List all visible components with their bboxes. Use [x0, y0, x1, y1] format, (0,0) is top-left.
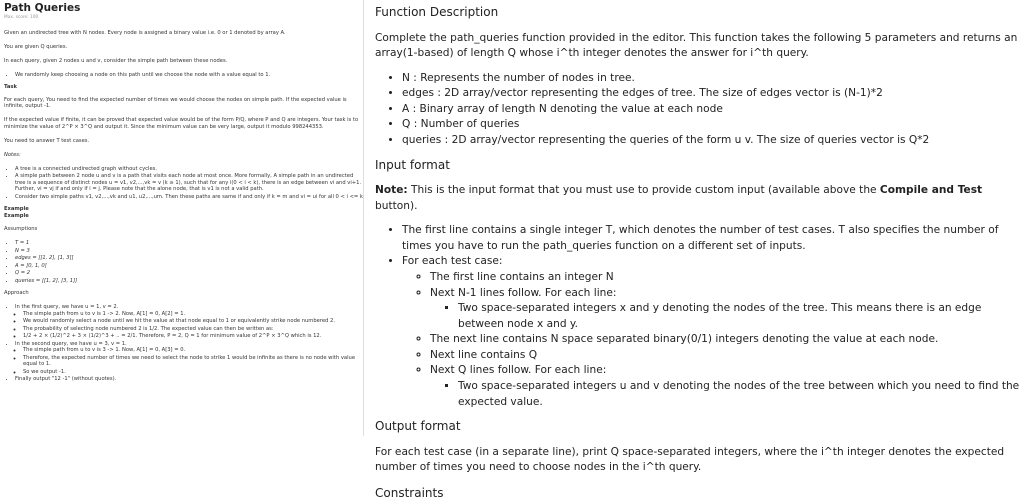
task-heading: Task [4, 84, 17, 91]
list-item: • Finally output "12 -1" (without quotes). [15, 376, 363, 383]
function-description-heading: Function Description [375, 5, 499, 19]
list-item [15, 304, 363, 340]
problem-statement-panel [0, 0, 364, 436]
list-item: ◦ The next line contains N space separated binary(0/1) integers denoting the value at each node. [430, 332, 1024, 348]
list-item: ◦ The first line contains an integer N [430, 270, 1024, 286]
edge-lines-sublist [430, 301, 1024, 332]
list-item: • A tree is a connected undirected graph without cycles. [15, 166, 363, 173]
list-item: • Q : Number of queries [402, 117, 1024, 133]
query-lines-sublist [430, 379, 1024, 410]
edge-lines-label: Next N-1 lines follow. For each line: [430, 286, 617, 299]
list-item: • N = 3 [15, 248, 363, 255]
list-item: ◦ The simple path from u to v is 1 -> 2. Now, A[1] = 0, A[2] = 1. [23, 311, 363, 318]
list-item: • Q = 2 [15, 270, 363, 277]
list-item: ◦ 1/2 + 2 × (1/2)^2 + 3 × (1/2)^3 + .. = 2/1. Therefore, P = 2, Q = 1 for minimum value of 2^P × 3^Q which is 12. [23, 333, 363, 340]
list-item: ◦ Next line contains Q [430, 348, 1024, 364]
input-format-note [375, 183, 1024, 214]
function-description-panel [364, 0, 1024, 500]
list-item: • A simple path between 2 node u and v is a path that visits each node at most once. More formally, A simple path in an undirected tree is a sequence of distinct nodes u = v1, v2,...,vk = v (k ≥ 1), such that for any i(0 < i < k), there is an edge between vi and vi+1. Further, vi = vj if and only if i = j. Please note that the alone node, that is v1 is not a valid path. [15, 173, 363, 193]
output-format-heading: Output format [375, 419, 461, 434]
example-heading: Example [4, 212, 29, 219]
function-description-text: Complete the path_queries function provided in the editor. This function takes the following 5 parameters and returns an array(1-based) of length Q whose i^th integer denotes the answer for i^th query. [375, 31, 1018, 60]
notes-label: Notes: [4, 151, 21, 158]
list-item: ◦ The probability of selecting node numbered 2 is 1/2. The expected value can then be written as: [23, 326, 363, 333]
statement-paragraph: Given an undirected tree with N nodes. Every node is assigned a binary value i.e. 0 or 1 denoted by array A. [4, 29, 286, 36]
test-case-sublist [402, 270, 1024, 410]
approach-sublist [15, 311, 363, 340]
list-item: • queries : 2D array/vector representing the queries of the form u v. The size of queries vector is Q*2 [402, 133, 1024, 149]
list-item: ◦ Therefore, the expected number of times we need to select the node to strike 1 would be infinite as there is no node with value equal to 1. [23, 355, 363, 368]
list-item: • edges = [[1, 2], [1, 3]] [15, 255, 363, 262]
example-heading: Example [4, 206, 29, 213]
note-text: This is the input format that you must use to provide custom input (available above the [407, 184, 880, 197]
parameters-list [375, 71, 1024, 149]
list-item: • edges : 2D array/vector representing the edges of tree. The size of edges vector is (N-1)*2 [402, 86, 1024, 102]
approach-sublist [15, 347, 363, 375]
test-case-label: For each test case: [402, 255, 503, 268]
statement-paragraph: You are given Q queries. [4, 43, 68, 50]
list-item [430, 363, 1024, 410]
list-item: • The first line contains a single integer T, which denotes the number of test cases. T also specifies the number of times you have to run the path_queries function on a different set of inputs. [402, 223, 1024, 254]
approach-list [4, 304, 363, 383]
statement-paragraph: In each query, given 2 nodes u and v, consider the simple path between these nodes. [4, 57, 228, 64]
list-item: ▪ Two space-separated integers x and y denoting the nodes of the tree. This means there is an edge between node x and y. [458, 301, 1024, 332]
list-item: • A = [0, 1, 0] [15, 263, 363, 270]
max-score: Max. score: 100 [4, 14, 39, 20]
input-format-list [375, 223, 1024, 410]
output-format-text: For each test case (in a separate line), print Q space-separated integers, where the i^th integer denotes the expected number of times you need to choose nodes in the i^th query. [375, 445, 1005, 474]
list-item: • N : Represents the number of nodes in tree. [402, 71, 1024, 87]
list-item: • T = 1 [15, 240, 363, 247]
assumptions-list [4, 240, 363, 284]
list-item: ◦ The simple path from u to v is 3 -> 1. Now, A[1] = 0, A[3] = 0. [23, 347, 363, 354]
list-item: • A : Binary array of length N denoting the value at each node [402, 102, 1024, 118]
statement-list [4, 72, 363, 79]
note-label: Note: [375, 184, 408, 197]
list-item [430, 286, 1024, 333]
task-paragraph: You need to answer T test cases. [4, 137, 90, 144]
note-text: button). [375, 199, 418, 212]
list-item [402, 254, 1024, 410]
list-item: • Consider two simple paths v1, v2,...,vk and u1, u2,...,um. Then these paths are same if and only if k = m and vi = ui for all 0 < i <= k [15, 194, 363, 201]
task-paragraph: If the expected value if finite, it can be proved that expected value would be of the form P/Q, where P and Q are integers. Your task is to minimize the value of 2^P × 3^Q and output it. Since the minimum value can be very large, output it modulo 998244353. [4, 117, 359, 130]
list-item: ◦ We would randomly select a node until we hit the value at that node equal to 1 or equivalently strike node numbered 2. [23, 318, 363, 325]
constraints-heading: Constraints [375, 485, 444, 500]
list-item [15, 341, 363, 376]
list-item: • queries = [[1, 2], [3, 1]] [15, 278, 363, 285]
list-item: ◦ So we output -1. [23, 369, 363, 376]
list-item: • We randomly keep choosing a node on this path until we choose the node with a value equal to 1. [15, 72, 363, 79]
assumptions-label: Assumptions [4, 226, 38, 233]
list-item: ▪ Two space-separated integers u and v denoting the nodes of the tree between which you need to find the expected value. [458, 379, 1024, 410]
query-lines-label: Next Q lines follow. For each line: [430, 364, 607, 377]
task-paragraph: For each query, You need to find the expected number of times we would choose the nodes on simple path. If the expected value is infinite, output -1. [4, 96, 347, 110]
approach-query-1: In the first query, we have u = 1, v = 2. [15, 304, 119, 311]
notes-list [4, 166, 363, 201]
approach-label: Approach [4, 290, 29, 297]
problem-title: Path Queries [4, 2, 81, 14]
compile-and-test-text: Compile and Test [879, 184, 983, 197]
input-format-heading: Input format [375, 157, 450, 172]
approach-query-2: In the second query, we have u = 3, v = 1. [15, 340, 127, 347]
